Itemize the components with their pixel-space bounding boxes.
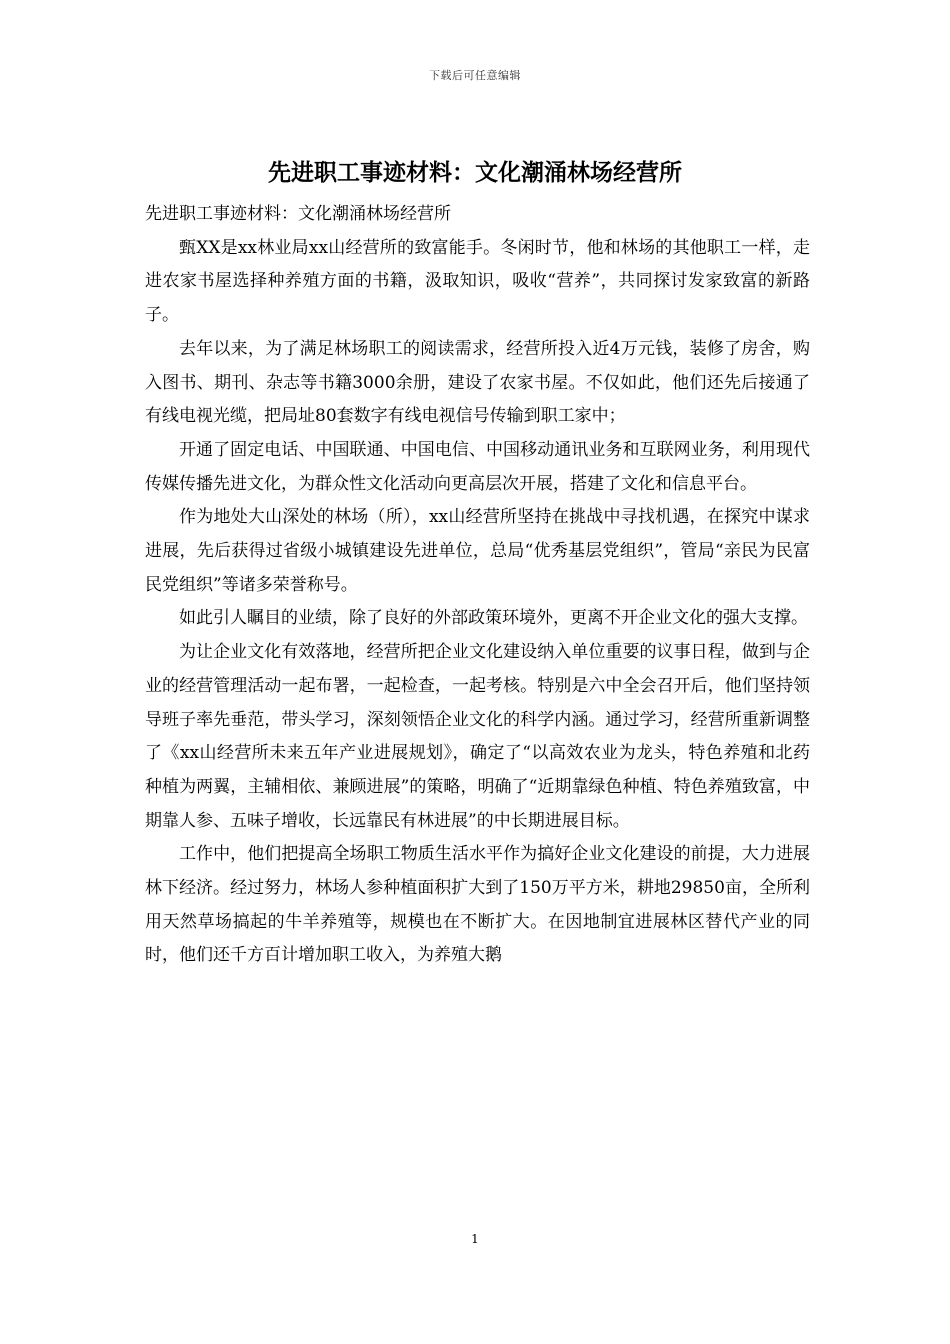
document-body xyxy=(145,198,810,973)
paragraph: 甄XX是xx林业局xx山经营所的致富能手。冬闲时节，他和林场的其他职工一样，走进农家书屋选择种养殖方面的书籍，汲取知识，吸收“营养”，共同探讨发家致富的新路子。 xyxy=(145,237,810,326)
header-note: 下载后可任意编辑 xyxy=(429,69,521,82)
paragraph: 工作中，他们把提高全场职工物质生活水平作为搞好企业文化建设的前提，大力进展林下经济。经过努力，林场人参种植面积扩大到了150万平方米，耕地29850亩，全所利用天然草场搞起的牛羊养殖等，规模也在不断扩大。在因地制宜进展林区替代产业的同时，他们还千方百计增加职工收入，为养殖大鹅 xyxy=(145,844,810,966)
page-number: 1 xyxy=(471,1232,479,1246)
paragraph: 开通了固定电话、中国联通、中国电信、中国移动通讯业务和互联网业务，利用现代传媒传播先进文化，为群众性文化活动向更高层次开展，搭建了文化和信息平台。 xyxy=(145,439,810,494)
paragraph: 去年以来，为了满足林场职工的阅读需求，经营所投入近4万元钱，装修了房舍，购入图书、期刊、杂志等书籍3000余册，建设了农家书屋。不仅如此，他们还先后接通了有线电视光缆，把局址80套数字有线电视信号传输到职工家中； xyxy=(145,338,810,427)
paragraph: 作为地处大山深处的林场（所），xx山经营所坚持在挑战中寻找机遇，在探究中谋求进展，先后获得过省级小城镇建设先进单位，总局“优秀基层党组织”，管局“亲民为民富民党组织”等诸多荣誉称号。 xyxy=(145,507,810,595)
paragraph: 如此引人瞩目的业绩，除了良好的外部政策环境外，更离不开企业文化的强大支撑。 xyxy=(179,608,808,629)
paragraph: 为让企业文化有效落地，经营所把企业文化建设纳入单位重要的议事日程，做到与企业的经营管理活动一起布署，一起检查，一起考核。特别是六中全会召开后，他们坚持领导班子率先垂范，带头学习，深刻领悟企业文化的科学内涵。通过学习，经营所重新调整了《xx山经营所未来五年产业进展规划》，确定了“以高效农业为龙头，特色养殖和北药种植为两翼，主辅相依、兼顾进展”的策略，明确了“近期靠绿色种植、特色养殖致富，中期靠人参、五味子增收，长远靠民有林进展”的中长期进展目标。 xyxy=(145,642,810,831)
document-title: 先进职工事迹材料：文化潮涌林场经营所 xyxy=(268,160,682,186)
subtitle-line: 先进职工事迹材料：文化潮涌林场经营所 xyxy=(145,204,451,224)
